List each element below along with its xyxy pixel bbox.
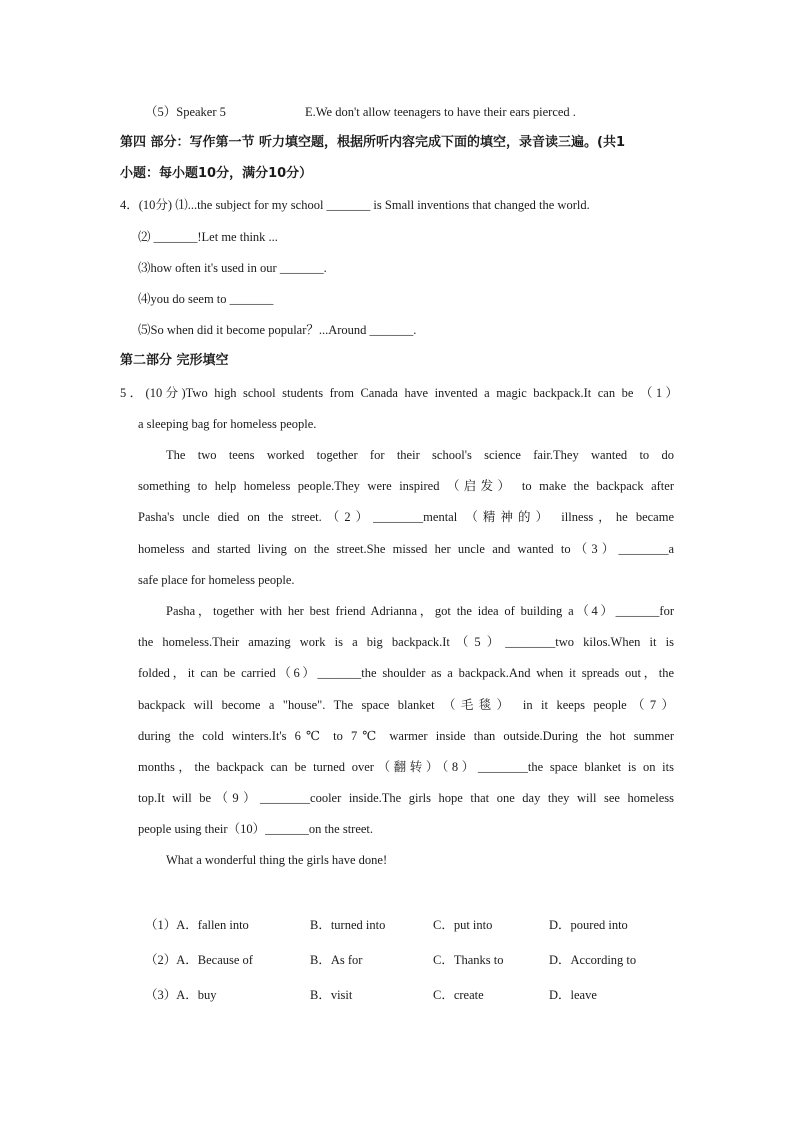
part4-heading-line2: 小题：每小题10分，满分10分） xyxy=(120,166,313,181)
option-3-d: D．leave xyxy=(549,988,597,1002)
option-e-text: E.We don't allow teenagers to have their ears pierced . xyxy=(305,105,576,119)
option-3-c: C．create xyxy=(433,988,484,1002)
p1-line4: homeless and started living on the street.She missed her uncle and wanted to（3）________a xyxy=(138,542,674,556)
p2-line5: during the cold winters.It's 6℃ to 7℃ warmer inside than outside.During the hot summer xyxy=(138,729,674,743)
q5-line1: 5．(10分)Two high school students from Canada have invented a magic backpack.It can be （1） xyxy=(120,386,678,400)
q4-line3: ⑶how often it's used in our _______. xyxy=(138,261,327,275)
option-1-c: C．put into xyxy=(433,918,493,932)
part2-heading: 第二部分 完形填空 xyxy=(120,353,229,368)
p1-line3: Pasha's uncle died on the street.（2）________mental （精神的） illness，he became xyxy=(138,510,674,524)
p2-line7: top.It will be（9）________cooler inside.The girls hope that one day they will see homeless xyxy=(138,791,674,805)
speaker-5-label: （5）Speaker 5 xyxy=(145,105,226,119)
option-2-b: B．As for xyxy=(310,953,363,967)
option-1-d: D．poured into xyxy=(549,918,628,932)
p2-line6: months，the backpack can be turned over（翻转）（8）________the space blanket is on its xyxy=(138,760,674,774)
q4-line2: ⑵ _______!Let me think ... xyxy=(138,230,278,244)
p1-line5: safe place for homeless people. xyxy=(138,573,295,587)
q4-line4: ⑷you do seem to _______ xyxy=(138,292,274,306)
option-2-a: （2）A．Because of xyxy=(145,953,253,967)
q4-line5: ⑸So when did it become popular？...Around _______. xyxy=(138,323,417,337)
option-2-d: D．According to xyxy=(549,953,637,967)
option-3-b: B．visit xyxy=(310,988,353,1002)
p2-line3: folded，it can be carried（6）_______the shoulder as a backpack.And when it spreads out，the xyxy=(138,666,674,680)
p2-line4: backpack will become a "house". The space blanket （毛毯） in it keeps people（7） xyxy=(138,698,674,712)
p1-line2: something to help homeless people.They were inspired （启发） to make the backpack after xyxy=(138,479,674,493)
q4-line1: 4．(10分) ⑴...the subject for my school _______ is Small inventions that changed the world. xyxy=(120,198,590,212)
p2-line1: Pasha，together with her best friend Adrianna，got the idea of building a（4）_______for xyxy=(166,604,674,618)
p2-line8: people using their（10）_______on the street. xyxy=(138,822,374,836)
option-2-c: C．Thanks to xyxy=(433,953,504,967)
q5-line2: a sleeping bag for homeless people. xyxy=(138,417,317,431)
p2-line2: the homeless.Their amazing work is a big backpack.It（5）________two kilos.When it is xyxy=(138,635,674,649)
option-1-a: （1）A．fallen into xyxy=(145,918,249,932)
part4-heading-line1: 第四 部分：写作第一节 听力填空题，根据所听内容完成下面的填空，录音读三遍。(共1 xyxy=(120,135,626,150)
option-3-a: （3）A．buy xyxy=(145,988,217,1002)
p3-line1: What a wonderful thing the girls have done! xyxy=(166,853,388,867)
p1-line1: The two teens worked together for their school's science fair.They wanted to do xyxy=(166,448,674,462)
option-1-b: B．turned into xyxy=(310,918,386,932)
